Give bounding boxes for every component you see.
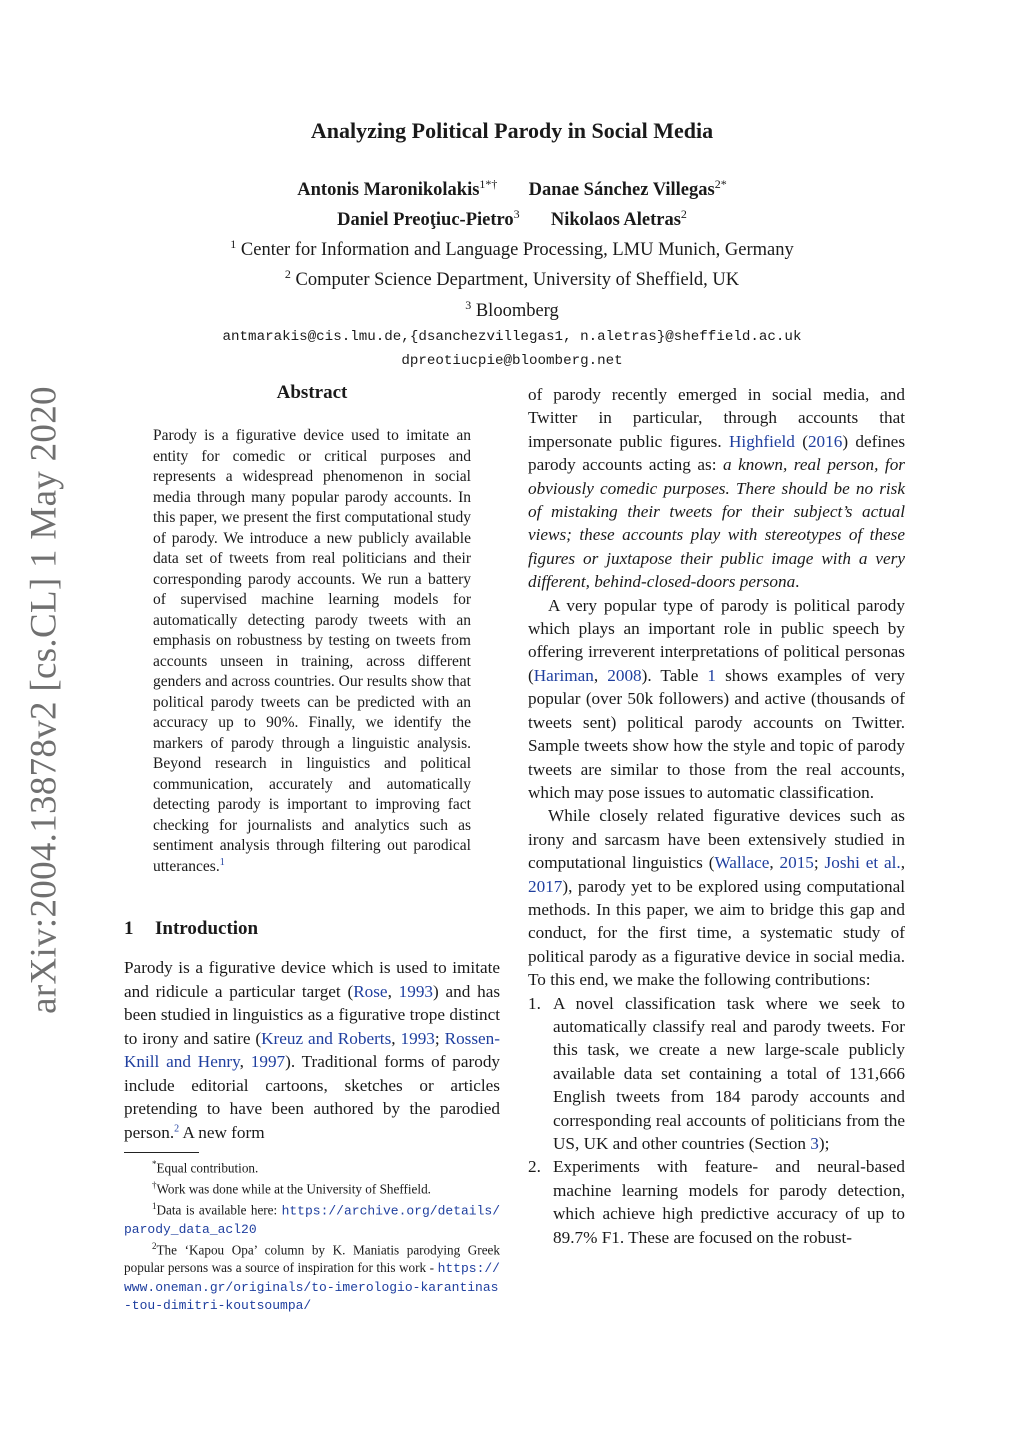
footnote-mark: † [152,1179,157,1190]
text-run: ) defines parody accounts acting as: [528,431,906,475]
text-run: . [795,572,800,592]
section-title: Introduction [155,918,259,939]
author-email: dpreotiucpie@bloomberg.net [401,352,623,369]
text-run: ). Traditional forms of parody include editorial cartoons, sketches or articles pretending to have been authored by the parodied person. [124,1052,501,1142]
text-run: A novel classification task where we seek to automatically classify real and parody tweets. For this task, we create a new large-scale publicly available data set containing a total of 131,666 English tweets from 184 parody accounts and corresponding real accounts of politicians from the US, UK and other countries (Section [553,993,905,1153]
paper-title: Analyzing Political Parody in Social Media [310,118,714,143]
text-run: A new form [179,1122,265,1142]
author-affiliation-mark: 2* [714,177,727,191]
author-row [0,172,1024,202]
affiliation [0,232,1024,262]
affiliation-mark: 3 [465,297,472,312]
author-name: Danae Sánchez Villegas [528,180,715,201]
text-run: ( [794,431,808,451]
affiliation-text: Bloomberg [471,300,559,321]
text-run: ; [813,853,825,873]
affiliation [0,293,1024,323]
data-url-link[interactable]: https://archive.org/details/parody_data_acl20 [124,1203,500,1237]
footnote [124,1156,500,1177]
text-run: , [387,981,399,1001]
footnote-ref-link[interactable]: 2 [174,1122,180,1134]
affiliation-mark: 1 [230,237,237,252]
footnote-text: Data is available here: [156,1202,282,1218]
text-run: , [239,1052,251,1071]
list-item [528,1155,905,1249]
footnote-text: Work was done while at the University of Sheffield. [156,1181,431,1197]
footnote-divider [124,1152,199,1153]
text-run: ; [434,1028,445,1048]
author-name: Daniel Preoţiuc-Pietro [337,210,514,231]
author-affiliation-mark: 2 [680,207,687,222]
citation-link[interactable]: Hariman [533,665,594,685]
paragraph [528,383,905,594]
paragraph [528,804,905,991]
citation-link[interactable]: Joshi et al. [824,853,901,873]
intro-paragraph [124,956,500,1144]
abstract-paragraph: Parody is a figurative device used to imitate an entity for comedic or critical purposes and represents a widespread phenomenon in social media through many popular parody accounts. In this paper, we present the first computational study of parody. We introduce a new publicly available data set of tweets from real politicians and their corresponding parody accounts. We run a battery of supervised machine learning models for automatically detecting parody tweets with an emphasis on robustness by testing on tweets from accounts unseen in training, across different genders and across countries. Our results show that political parody tweets can be predicted with an accuracy up to 90%. Finally, we identify the markers of parody through a linguistic analysis. Beyond research in linguistics and political communication, accurately and automatically detecting parody is important to improving fact checking for journalists and analytics such as sentiment analysis through filtering out parodical utterances. [153,427,471,875]
footnote [124,1198,500,1238]
text-run: ), parody yet to be explored using computational methods. In this paper, we aim to bridge this gap and conduct, for the first time, a systematic study of political parody as a figurative device in social media. To this end, we make the following contributions: [528,876,905,990]
footnotes [124,1156,500,1315]
section-ref-link[interactable]: 3 [810,1134,819,1153]
abstract-text [153,426,471,877]
list-number: 1. [528,993,541,1013]
text-run: ); [818,1134,830,1153]
author-block [0,172,1024,373]
text-run: of parody recently emerged in social media, and Twitter in particular, through accounts that impersonate public figures. [528,385,905,451]
arxiv-identifier[interactable]: arXiv:2004.13878v2 [cs.CL] 1 May 2020 [23,386,65,1014]
text-run: , [391,1028,401,1048]
quoted-definition: a known, real person, for obviously comedic purposes. There should be no risk of mistaking their tweets for their subject’s actual views; these accounts play with stereotypes of these figures or juxtapose their public image with a very different, behind-closed-doors persona [528,455,905,592]
footnote-mark: * [152,1159,157,1169]
list-item [528,992,905,1156]
citation-link[interactable]: 1993 [400,1028,435,1048]
table-ref-link[interactable]: 1 [707,665,716,685]
author-affiliation-mark: 1*† [479,177,498,191]
footnote-mark: 2 [152,1241,157,1252]
author-name: Antonis Maronikolakis [297,180,480,201]
abstract-heading: Abstract [276,382,348,403]
citation-link[interactable]: 2015 [779,853,814,873]
affiliation-text: Center for Information and Language Processing, LMU Munich, Germany [236,240,794,261]
footnote-mark: 1 [152,1200,157,1211]
footnote-text: The ‘Kapou Opa’ column by K. Maniatis parodying Greek popular persons was a source of inspiration for this work - [124,1242,500,1276]
text-run: , [769,853,780,873]
affiliation [0,262,1024,292]
text-run: ). Table [641,665,708,685]
footnote-ref-link[interactable]: 1 [219,856,225,868]
author-emails: antmarakis@cis.lmu.de,{dsanchezvillegas1, n.aletras}@sheffield.ac.uk [222,328,802,345]
affiliation-text: Computer Science Department, University of Sheffield, UK [290,270,740,291]
right-column [528,383,905,1249]
text-run: While closely related figurative devices such as irony and sarcasm have been extensively studied in computational linguistics ( [528,806,905,873]
citation-link[interactable]: Rossen-Knill and Henry [124,1028,500,1071]
text-run: shows examples of very popular (over 50k followers) and active (thousands of tweets sent) political parody accounts on Twitter. Sample tweets show how the style and topic of parody tweets are similar to those from the real accounts, which may pose issues to automatic classification. [528,665,906,802]
text-run: , [900,853,905,873]
contributions-list [528,992,905,1249]
text-run: ) and has been studied in linguistics as a figurative trope distinct to irony and satire ( [124,981,501,1048]
citation-link[interactable]: Kreuz and Roberts [261,1028,392,1048]
citation-link[interactable]: Highfield [729,431,795,451]
citation-link[interactable]: 1997 [250,1052,286,1071]
author-affiliation-mark: 3 [513,207,520,222]
citation-link[interactable]: 2008 [607,665,642,685]
footnote [124,1238,500,1314]
paragraph [528,594,905,805]
author-row [0,202,1024,232]
section-heading-introduction [124,918,258,940]
citation-link[interactable]: 1993 [398,981,434,1001]
text-run: A very popular type of parody is political parody which plays an important role in public speech by offering irreverent interpretations of political personas ( [528,595,905,685]
footnote-text: Equal contribution. [156,1160,259,1176]
citation-link[interactable]: Rose [353,981,388,1001]
affiliation-mark: 2 [284,267,291,282]
section-number: 1 [124,918,134,939]
citation-link[interactable]: Wallace [714,853,770,873]
citation-link[interactable]: 2016 [807,431,843,451]
list-number: 2. [528,1157,541,1177]
text-run: Experiments with feature- and neural-based machine learning models for parody detection, which achieve high predictive accuracy of up to 89.7% F1. These are focused on the robust- [553,1157,905,1247]
footnote [124,1177,500,1198]
author-name: Nikolaos Aletras [550,210,681,231]
column-url-link[interactable]: https://www.oneman.gr/originals/to-imerologio-karantinas-tou-dimitri-koutsoumpa/ [124,1261,500,1314]
text-run: Parody is a figurative device which is used to imitate and ridicule a particular target ( [124,958,500,1001]
text-run: , [593,665,608,685]
citation-link[interactable]: 2017 [528,876,563,896]
